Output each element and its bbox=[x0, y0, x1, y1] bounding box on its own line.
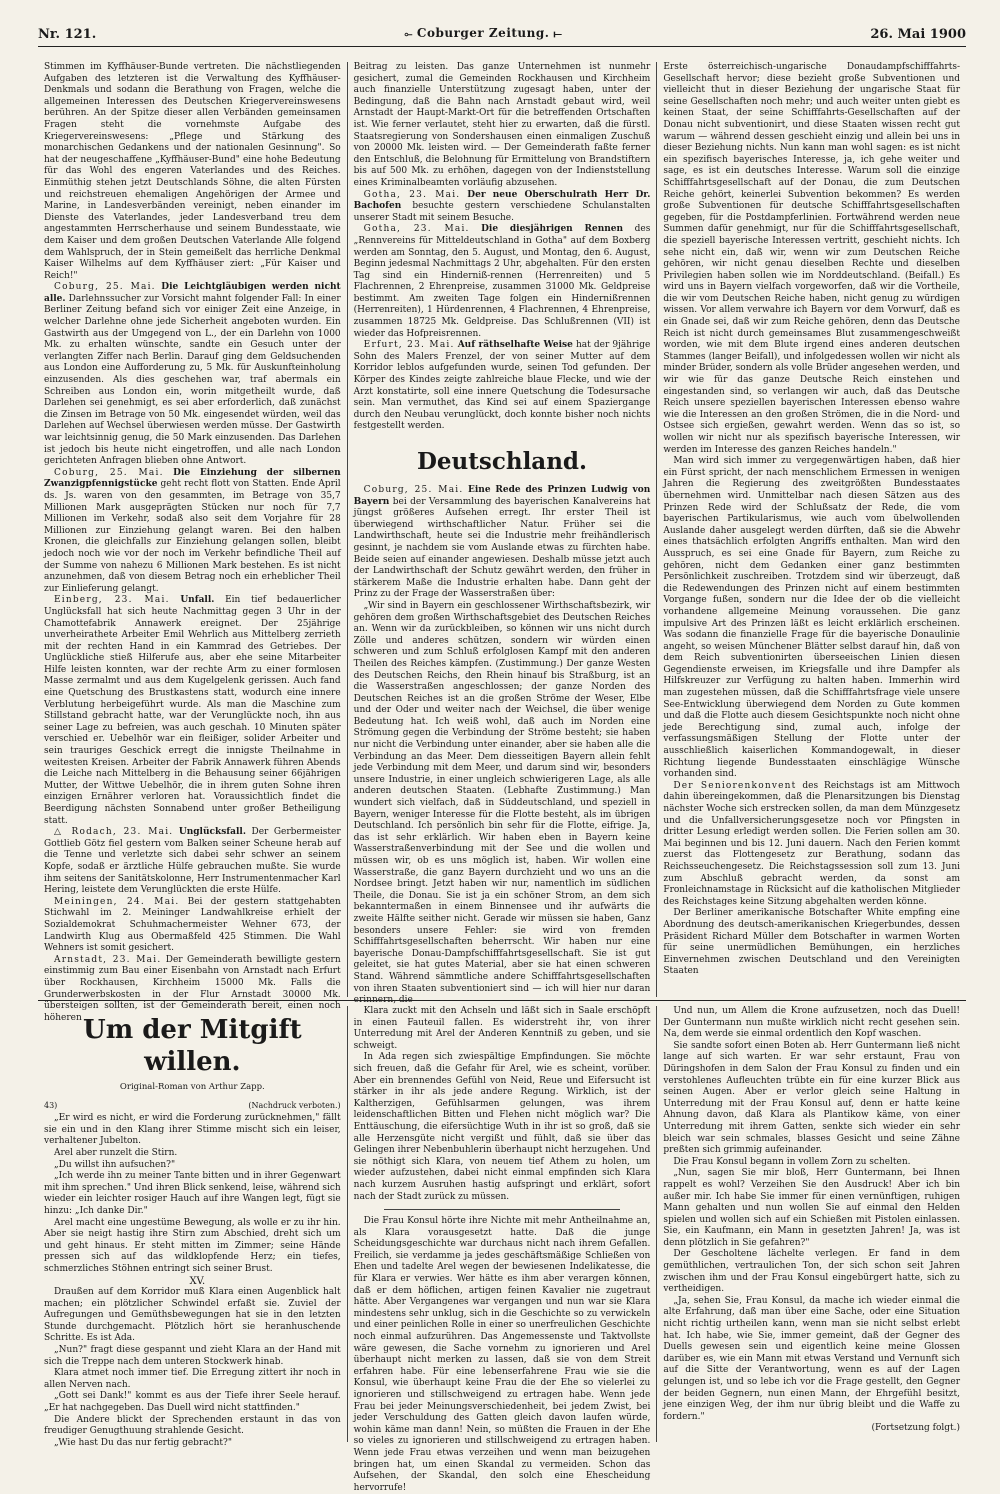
article-paragraph bbox=[354, 340, 651, 433]
article-paragraph bbox=[663, 908, 960, 978]
installment-number: 43) bbox=[44, 1100, 58, 1110]
article-paragraph bbox=[44, 1368, 341, 1391]
chapter-number: XV. bbox=[189, 1275, 206, 1287]
article-text: Die Frau Konsul hörte ihre Nichte mit mehr Antheilnahme an, als Klara vorausgesetzt hatte. Daß die junge Scheidungsgeschichte war durchaus nicht nach ihrem Gefallen. Freilich, sie verdamme ja jedes geschäftsmäßige Schließen von Ehen und tadelte Arel wegen der bewiesenen Indelikatesse, die für Klara er verwies. Wer hätte es ihm aber verargen können, daß er dem höflichen, artigen feinen Kavalier nie zugetraut hätte. Aber Vergangenes war vergangen und nun war sie Klara mindestens sehr unklug, sich in die Geschichte so zu verwickeln und einer peinlichen Rolle in einer so unerfreulichen Geschichte noch einmal aufzurühren. Das Angemessenste und Taktvollste wäre gewesen, die Sache vornehm zu ignorieren und Arel überhaupt nicht merken zu lassen, daß sie von dem Streit erfahren habe. Für eine lebenserfahrene Frau wie sie die Konsul, wie überhaupt keine Frau die der Ehe so vielerlei zu ignorieren und stillschweigend zu ertragen habe. Wenn jede Frau bei jeder Meinungsverschiedenheit, bei jedem Zwist, bei jeder Verschuldung des Gatten gleich davon laufen würde, wohin käme man dann! Nein, so müßten die Frauen in der Ehe so vieles zu ignorieren und stillschweigend zu ertragen haben. Wenn jede Frau etwas verzeihen und wenn man beizugehen bringen hat, um einen Skandal zu vermeiden. Schon das Aufsehen, der Skandal, den solch eine Ehescheidung hervorrufe! bbox=[353, 1216, 651, 1493]
feuilleton-column-3 bbox=[656, 1006, 966, 1442]
article-text: Klara zuckt mit den Achseln und läßt sich in Saale erschöpft in einen Fauteuil fallen. Es widerstreht ihr, von ihrer Unterredung mit Arel der Anderen Kenntniß zu geben, und sie schweigt. bbox=[353, 1006, 651, 1051]
scene-break bbox=[384, 1209, 621, 1210]
novel-text-3 bbox=[663, 1006, 960, 1423]
article-paragraph bbox=[663, 1006, 960, 1041]
article-text: Beitrag zu leisten. Das ganze Unternehmen ist nunmehr gesichert, zumal die Gemeinden Rockhausen und Kirchheim auch finanzielle Unterstützung zugesagt haben, unter der Bedingung, daß die Bahn nach Arnstadt gebaut wird, weil Arnstadt der Haupt-Markt-Ort für die betreffenden Ortschaften ist. Wie ferner verlautet, steht hier zu erwarten, daß die fürstl. Staatsregierung von Sondershausen einen einmaligen Zuschuß von 20000 Mk. leisten wird. — Der Gemeinderath faßte ferner den Entschluß, die Belohnung für Ermittelung von Brandstiftern bis auf 500 Mk. zu erhöhen, dagegen von der Indienststellung eines Kriminalbeamten vorläufig abzusehen. bbox=[353, 62, 651, 188]
ornament-left-icon: ⟜ bbox=[404, 29, 417, 41]
article-headline: Unfall. bbox=[180, 595, 215, 606]
article-headline: Der neue Oberschulrath Herr Dr. Bachofen bbox=[353, 189, 651, 212]
article-paragraph bbox=[663, 1296, 960, 1424]
article-text: „Er wird es nicht, er wird die Forderung zurücknehmen," fällt sie ein und in den Klang ihrer Stimme mischt sich ein leiser, verhaltener Jubelton. bbox=[44, 1113, 341, 1147]
article-text: „Du willst ihn aufsuchen?" bbox=[54, 1159, 176, 1170]
article-text: Der Gerbermeister Gottlieb Götz fiel gestern vom Balken seiner Scheune herab auf die Tenne und verletzte sich dabei sehr schwer an seinem Kopfe, sodaß er ärztliche Hülfe gebrauchen mußte. Sie wurde ihm seitens der Sanitätskolonne, Herr Instrumentenmacher Karl Hering, leistete dem Verunglückten die erste Hülfe. bbox=[44, 827, 341, 896]
continued-note: (Fortsetzung folgt.) bbox=[871, 1423, 961, 1434]
article-paragraph bbox=[663, 1249, 960, 1295]
article-headline: Eine Rede des Prinzen Ludwig von Bayern bbox=[353, 485, 651, 507]
article-text: Arel aber runzelt die Stirn. bbox=[54, 1147, 178, 1158]
article-text: Darlehnssucher zur Vorsicht mahnt folgender Fall: In einer Berliner Zeitung befand sich vor einiger Zeit eine Anzeige, in welcher Darlehne ohne jede Sicherheit angeboten wurden. Ein Gastwirth aus der Umgegend von L., der ein Darlehn von 1000 Mk. zu erhalten wünschte, sandte ein Gesuch unter der verlangten Ziffer nach Berlin. Darauf ging dem Geldsuchenden aus London eine Aufforderung zu, 5 Mk. für Auskunfteinholung einzusenden. Als dies geschehen war, traf abermals ein Schreiben aus London ein, worin mitgetheilt wurde, daß Darlehen sei genehmigt, es sei aber erforderlich, daß zunächst die Zinsen im Betrage von 50 Mk. eingesendet würden, weil das Darlehen auf Wechsel überwiesen werden müsse. Der Gastwirth war leichtsinnig genug, die 50 Mark einzusenden. Das Darlehen ist jedoch bis heute nicht eingetroffen, und alle nach London gerichteten Anfragen blieben ohne Antwort. bbox=[44, 293, 341, 467]
masthead bbox=[38, 10, 966, 47]
article-paragraph bbox=[44, 1113, 341, 1148]
article-headline: Unglücksfall. bbox=[178, 827, 246, 838]
news-column-3 bbox=[656, 62, 966, 997]
article-text: geht recht flott von Statten. Ende April ds. Js. waren von den gesammten, im Betrage von 35,7 Millionen Mark ausgeprägten Stücken nur noch für 7,7 Millionen im Verkehr, sodaß also seit dem Vorjahre für 28 Millionen zur Einziehung gelangt waren. Bei den halben Kronen, die gleichfalls zur Einziehung gelangen sollen, bleibt jedoch noch wie vor der noch im Verkehr befindliche Theil auf der Summe von nahezu 6 Millionen Mark bestehen. Es ist nicht anzunehmen, daß von diesem Betrag noch ein erheblicher Theil zur Einlieferung gelangt. bbox=[44, 479, 341, 594]
article-headline: Die Leichtgläubigen werden nicht alle. bbox=[44, 282, 341, 304]
article-headline: Die diesjährigen Rennen bbox=[481, 224, 624, 235]
feuilleton-column-1 bbox=[38, 1006, 347, 1448]
novel-text-1a bbox=[44, 1113, 341, 1275]
article-paragraph bbox=[44, 1287, 341, 1345]
feuilleton-column-2 bbox=[347, 1006, 657, 1493]
article-paragraph bbox=[663, 1157, 960, 1169]
dateline: Coburg, 25. Mai. bbox=[54, 282, 156, 293]
dateline: Coburg, 25. Mai. bbox=[363, 485, 464, 495]
paper-title bbox=[404, 28, 562, 46]
article-text: Man wird sich immer zu vergegenwärtigen haben, daß hier ein Fürst spricht, der nach menschlichem Ermessen in wenigen Jahren die Regierung des zweitgrößten Bundesstaates übernehmen wird. Unmittelbar nach diesen Sätzen aus des Prinzen Rede wird der Schlußsatz der Rede, die vom bayerischen Partikularismus, wie auch vom übelwollenden Auslande daher ausgelegt werden dürften, daß sie die Abwehr eines thatsächlich erfolgten Angriffs enthalten. Man wird den Ausspruch, es sei eine Gnade für Bayern, zum Reiche zu gehören, nicht dem Gedanken einer ganz bestimmten Persönlichkeit zuschreiben. Trotzdem sind wir überzeugt, daß die Redewendungen des Prinzen nicht auf einem bestimmten Vorgange fußen, sondern nur die Idee der ob die vielleicht vorhandene allgemeine Meinung voraussehen. Die ganz impulsive Art des Prinzen läßt es leicht erklärlich erscheinen. Was sodann die finanzielle Frage für die bayerische Donaulinie angeht, so weisen Münchener Blätter selbst darauf hin, daß von dem Reich subventionirten überseeischen Linien diesen Gegendienste erweisen, im Kriegsfalle und ihre Dampfer als Hilfskreuzer zur Verfügung zu halten haben. Immerhin wird man zugestehen müssen, daß die Schifffahrtsfrage viele unsere See-Entwicklung überwiegend dem Norden zu Gute kommen und daß die Flotte auch diesem Gesichtspunkte noch nicht ohne jede Berechtigung sind, zumal auch, infolge der verfassungsmäßigen Stellung der Flotte unter der ausschließlich kaiserlichen Kommandogewalt, in dieser Richtung liegende Bundesstaaten einschlägige Wünsche vorhanden sind. bbox=[663, 456, 961, 780]
paper-name: Coburger Zeitung. bbox=[416, 26, 550, 41]
article-text: Sie sandte sofort einen Boten ab. Herr Guntermann ließ nicht lange auf sich warten. Er war sehr erstaunt, Frau von Düringshofen in dem Salon der Frau Konsul zu finden und ein verstohlenes Aufleuchten trübte ein für eine kurzer Blick aus seinen Augen. Aber er verlor gleich seine Haltung in Unterredung mit der Frau Konsul auf, denn er hatte keine Ahnung davon, daß Klara als Plantikow käme, von einer Unterredung mit ihrem Gatten, senkte sich wieder ein sehr bleich war sein schmales, blasses Gesicht und seine Zähne preßten sich grimmig aufeinander. bbox=[663, 1040, 961, 1156]
reprint-notice: (Nachdruck verboten.) bbox=[248, 1100, 341, 1110]
article-text: bei der Versammlung des bayerischen Kanalvereins hat jüngst größeres Aufsehen erregt. Ihr erster Theil ist überwiegend wirthschaftlicher Natur. Früher sei die Landwirthschaft, heute sei die Industrie mehr freihändlerisch gesinnt, je nachdem sie vom Auslande etwas zu fürchten habe. Beide seien auf einander angewiesen. Deshalb müsse jetzt auch der Landwirthschaft der Schutz gewährt werden, den früher in stärkerem Maße die Industrie erhalten habe. Dann geht der Prinz zu der Frage der Wasserstraßen über: bbox=[353, 496, 651, 600]
article-paragraph bbox=[44, 1415, 341, 1438]
novel-text-2a bbox=[354, 1006, 651, 1203]
ornament-right-icon: ⟝ bbox=[549, 29, 563, 41]
article-text: Arel macht eine ungestüme Bewegung, als wolle er zu ihr hin. Aber sie neigt hastig ihre Stirn zum Abschied, dreht sich um und geht hinaus. Er steht mitten im Zimmer; seine Hände pressen sich auf das wildklopfende Herz; ein tiefes, schmerzliches Stöhnen entringt sich seiner Brust. bbox=[44, 1217, 341, 1274]
article-headline: Die Einziehung der silbernen Zwanzigpfennigstücke bbox=[44, 467, 341, 490]
article-text: Bei der gestern stattgehabten Stichwahl im 2. Meininger Landwahlkreise erhielt der Sozialdemokrat Schuhmachermeister Wehner 673, der Landwirth Klug aus Obermaßfeld 425 Stimmen. Die Wahl Wehners ist somit gesichert. bbox=[44, 896, 341, 954]
dateline: Gotha, 23. Mai. bbox=[363, 224, 470, 235]
novel-text-2b bbox=[354, 1216, 651, 1494]
feuilleton-section bbox=[38, 1006, 966, 1493]
dateline: Gotha, 23. Mai. bbox=[363, 189, 461, 200]
article-paragraph bbox=[663, 781, 960, 909]
article-text: Ein tief bedauerlicher Unglücksfall hat sich heute Nachmittag gegen 3 Uhr in der Chamottefabrik Annawerk ereignet. Der 25jährige unverheirathete Arbeiter Emil Wehrlich aus Mittelberg zerrieth mit der rechten Hand in ein Kammrad des Getriebes. Der Unglückliche stieß Hilferufe aus, aber ehe seine Mitarbeiter Hilfe leisten konnten, war der rechte Arm zu einer formlosen Masse zermalmt und aus dem Kugelgelenk gerissen. Auch fand eine Quetschung des Brustkastens statt, wodurch eine innere Verblutung herbeigeführt wurde. Als man die Maschine zum Stillstand gebracht hatte, war der Verunglückte noch, ihn aus seiner Lage zu befreien, was auch geschah. 10 Minuten später verschied er. Uebelhör war ein fleißiger, solider Arbeiter und sein trauriges Geschick erregt die innigste Theilnahme in weitesten Kreisen. Arbeiter der Fabrik Annawerk führen Abends die Leiche nach Mittelberg in die Behausung seiner 66jährigen Mutter, der Wittwe Uebelhör, die in ihrem guten Sohne ihren einzigen Ernährer verloren hat. Voraussichtlich findet die Beerdigung nächsten Sonnabend unter großer Betheiligung statt. bbox=[44, 595, 341, 826]
news-column-2 bbox=[347, 62, 657, 1006]
dateline: Coburg, 25. Mai. bbox=[54, 467, 164, 478]
issue-number: Nr. 121. bbox=[38, 27, 97, 43]
article-paragraph bbox=[44, 1171, 341, 1217]
article-text: „Nun?" fragt diese gespannt und zieht Klara an der Hand mit sich die Treppe nach dem unteren Stockwerk hinab. bbox=[44, 1345, 341, 1367]
article-paragraph bbox=[354, 601, 651, 1007]
article-text: Draußen auf dem Korridor muß Klara einen Augenblick halt machen; ein plötzlicher Schwindel erfaßt sie. Zuviel der Aufregungen und Gemüthsbewegungen hat sie in den letzten Stunde durchgemacht. Plötzlich hört sie heranhuschende Schritte. Es ist Ada. bbox=[44, 1287, 341, 1344]
article-paragraph bbox=[44, 827, 341, 897]
article-paragraph bbox=[44, 1148, 341, 1160]
dateline: Arnstadt, 23. Mai. bbox=[54, 954, 162, 965]
article-text: hat der 9jährige Sohn des Malers Frenzel, der von seiner Mutter auf dem Korridor leblos aufgefunden wurde, seinen Tod gefunden. Der Körper des Kindes zeigte zahlreiche blaue Flecke, und wie der Arzt konstatirte, soll eine innere Quetschung die Todesursache sein. Man vermuthet, das Kind sei auf einem Spaziergange durch den Neubau verunglückt, doch konnte bisher noch nichts festgestellt werden. bbox=[353, 340, 651, 432]
article-text: „Gott sei Dank!" kommt es aus der Tiefe ihrer Seele herauf. „Er hat nachgegeben. Das Duell wird nicht stattfinden." bbox=[44, 1391, 341, 1414]
article-text: besuchte gestern verschiedene Schulanstalten unserer Stadt mit seinem Besuche. bbox=[353, 201, 651, 223]
article-paragraph bbox=[44, 62, 341, 282]
novel-text-1b bbox=[44, 1287, 341, 1449]
article-paragraph bbox=[44, 1438, 341, 1450]
news-column-1 bbox=[38, 62, 347, 1023]
article-paragraph bbox=[44, 1345, 341, 1368]
article-text: „Wie hast Du das nur fertig gebracht?" bbox=[54, 1437, 233, 1448]
article-paragraph bbox=[663, 1168, 960, 1249]
dateline: Einberg, 23. Mai. bbox=[54, 595, 170, 606]
dateline: Erfurt, 23. Mai. bbox=[363, 340, 455, 351]
article-headline: Auf räthselhafte Weise bbox=[457, 340, 573, 351]
article-text: Stimmen im Kyffhäuser-Bunde vertreten. Die nächstliegenden Aufgaben des letzteren ist die Verwaltung des Kyffhäuser-Denkmals und sodann die Berathung von Fragen, welche die allgemeinen Interessen des Deutschen Kriegervereinswesens berühren. An der Spitze dieser allen Verbänden gemeinsamen Fragen steht die vornehmste Aufgabe des Kriegervereinswesens: „Pflege und Stärkung des monarchischen Gedankens und der nationalen Gesinnung". So hat der neugeschaffene „Kyffhäuser-Bund" eine hohe Bedeutung für das Wohl des engeren Vaterlandes und des Reiches. Einmüthig stehen jetzt Deutschlands Söhne, die alten Fürsten und reichstreuen ehemaligen Angehörigen der Armee und Marine, in Landesverbänden vereinigt, neben einander im Dienste des Vaterlandes, jeder Landesverband treu dem angestammten Herrscherhause und seinem Bundesstaate, wie dem Kaiser und dem großen Deutschen Vaterlande Alle folgend dem Wahlspruch, der in Stein gemeißelt das herrliche Denkmal Kaiser Wilhelms auf dem Kyffhäuser ziert: „Für Kaiser und Reich!" bbox=[44, 62, 341, 281]
article-text: Der Gemeinderath bewilligte gestern einstimmig zum Bau einer Eisenbahn von Arnstadt nach Erfurt über Rockhausen, Kirchheim 15000 Mk. Falls die Grunderwerbskosten in der Flur Arnstadt 30000 Mk. übersteigen sollten, ist der Gemeinderath bereit, einen noch höheren bbox=[44, 954, 341, 1023]
article-paragraph bbox=[663, 62, 960, 456]
feuilleton-divider bbox=[38, 1000, 966, 1001]
article-paragraph bbox=[354, 1006, 651, 1052]
article-paragraph bbox=[354, 1052, 651, 1203]
article-text: Die Andere blickt der Sprechenden erstaunt in das von freudiger Genugthuung strahlende Gesicht. bbox=[44, 1414, 341, 1437]
article-text: Klara atmet noch immer tief. Die Erregung zittert ihr noch in allen Nerven nach. bbox=[44, 1368, 341, 1390]
dateline: Meiningen, 24. Mai. bbox=[54, 896, 180, 907]
article-text: In Ada regen sich zwiespältige Empfindungen. Sie möchte sich freuen, daß die Gefahr für Arel, wie es scheint, vorüber. Aber ein brennendes Gefühl von Neid, Reue und Eifersucht ist stärker in ihr als jede andere Regung. Wirklich, ist der Kaltherzigen, Gefühlsarmen gelungen, was ihrem leidenschaftlichen Bitten und Flehen nicht möglich war? Die Enttäuschung, die eifersüchtige Wuth in ihr ist so groß, daß sie alle Herzensgüte nicht vergißt und fühlt, daß sie über das Gelingen ihrer Nebenbuhlerin überhaupt nicht herzugehen. Und sie nöthigt sich Klara, von neuem tief Athem zu holen, um wieder aufzustehen, dabei nicht einmal empfinden sich Klara nach kurzem Ausruhen hastig aufspringt und erklärt, sofort nach der Stadt zurück zu müssen. bbox=[353, 1052, 651, 1202]
article-paragraph bbox=[44, 282, 341, 468]
article-paragraph bbox=[354, 190, 651, 225]
article-text: des „Rennvereins für Mitteldeutschland in Gotha" auf dem Boxberg werden am Sonntag, den 5. August, und Montag, den 6. August, Beginn jedesmal Nachmittags 2 Uhr, abgehalten. Für den ersten Tag sind ein Hinderniß-rennen (Herrenreiten) und 5 Flachrennen, 2 Ehrenpreise, zusammen 31000 Mk. Geldpreise bestimmt. Am zweiten Tage folgen ein Hindernißrennen (Herrenreiten), 1 Hürdenrennen, 4 Flachrennen, 4 Ehrenpreise, zusammen 18725 Mk. Geldpreise. Das Schlußrennen (VII) ist wieder das Hofpreisrennen. bbox=[353, 224, 651, 339]
article-paragraph bbox=[354, 62, 651, 190]
article-text: Erste österreichisch-ungarische Donaudampfschifffahrts-Gesellschaft hervor; diese bezieht große Subventionen und vielleicht thut in dieser Beziehung der ungarische Staat für seine Gesellschaften noch mehr; und auch weiter unten giebt es keinen Staat, der seine Schifffahrts-Gesellschaften auf der Donau nicht subventionirt, und diese Staaten wissen recht gut warum — während dessen geschieht einzig und allein bei uns in dieser Beziehung nichts. Nun kann man wohl sagen: es ist nicht ein spezifisch bayerisches Interesse, ja, ich gehe weiter und sage, es ist ein deutsches Interesse. Warum soll die einzige Schifffahrtsgesellschaft auf der Donau, die zum Deutschen Reiche gehört, keinerlei Subvention bekommen? Es werden große Subventionen für deutsche Schifffahrtsgesellschaften gegeben, für die Postdampferlinien. Fortwährend werden neue Summen dafür genehmigt, nur für die Schifffahrtsgesellschaft, die speziell bayerische Interessen vertritt, geschieht nichts. Ich sehe nicht ein, daß wir, wenn wir zum Deutschen Reiche gehören, wir nicht genau dieselben Rechte und dieselben Privilegien haben sollen wie im Norddeutschland. (Beifall.) Es wird uns in Bayern vielfach vorgeworfen, daß wir die Vortheile, die wir vom Deutschen Reiche haben, nicht genug zu würdigen wissen. Vor allem verwahre ich Bayern vor dem Vorwurf, daß es ein Gnade sei, daß wir zum Reiche gehören, denn das Deutsche Reich ist nicht durch gemeinsames Blut zusammengeschweißt worden, wie mit dem Blute irgend eines anderen deutschen Stammes (langer Beifall), und infolgedessen wollen wir nicht als minder Brüder, sondern als volle Brüder angesehen werden, und wir wie für das ganze Deutsche Reich einstehen und eingestanden sind, so verlangen wir auch, daß das Deutsche Reich unsere speziellen bayerischen Interessen ebenso wahre wie die Interessen an den großen Strömen, die in die Nord- und Ostsee sich ergießen, gewahrt werden. Wenn das so ist, so wollen wir nicht nur als spezifisch bayerische Interessen, wir werden im Interesse des ganzen Reiches handeln." bbox=[663, 62, 961, 455]
article-text: Und nun, um Allem die Krone aufzusetzen, noch das Duell! Der Guntermann nun mußte wirklich nicht recht gesehen sein. Na, dem werde sie einmal ordentlich den Kopf waschen. bbox=[663, 1006, 961, 1040]
article-text: „Wir sind in Bayern ein geschlossener Wirthschaftsbezirk, wir gehören dem großen Wirthschaftsgebiet des Deutschen Reiches an. Wenn wir da zurückbleiben, so können wir uns nicht durch Zölle und anderes schützen, sondern wir würden einen schweren und zum Schluß erfolglosen Kampf mit den anderen Theilen des Reiches kämpfen. (Zustimmung.) Der ganze Westen des Deutschen Reichs, den Rhein hinauf bis Straßburg, ist an die Wasserstraßen angeschlossen; der ganze Norden des Deutschen Reiches ist an die großen Ströme der Weser, Elbe und der Oder und weiter nach der Weichsel, die über wenige Bedeutung hat. Ich weiß wohl, daß auch im Norden eine Strömung gegen die Verbindung der Ströme besteht; sie haben nur nicht die Verbindung unter einander, aber sie haben alle die Verbindung an das Meer. Dem diesseitigen Bayern allein fehlt jede Verbindung mit dem Meer, und darum sind wir, besonders unsere Industrie, in einer ungleich schwierigeren Lage, als alle anderen deutschen Staaten. (Lebhafte Zustimmung.) Man wundert sich vielfach, daß in Süddeutschland, und speziell in Bayern, weniger Interesse für die Flotte besteht, als im übrigen Deutschland. Ich persönlich bin sehr für die Flotte, eifrige. Ja, das ist sehr erklärlich. Wir haben eben in Bayern keine Wasserstraßenverbindung mit der See und die wollen und müssen wir, ob es uns möglich ist, haben. Wir wollen eine Wasserstraße, die ganz Bayern durchzieht und wo uns an die Nordsee bringt. Jetzt haben wir nur, namentlich im südlichen Theile, die Donau. Sie ist ja ein schöner Strom, an dem sich bekanntermaßen in einem Binnensee und ihr aufwärts die zweite Hälfte seither nicht. Gerade wir müssen sie haben, Ganz besonders unsere Fehler: sie wird von fremden Schifffahrtsgesellschaften beherrscht. Wir haben nur eine bayerische Donau-Dampfschifffahrtsgesellschaft. Sie ist gut geleitet, sie hat gutes Material, aber sie hat einen schweren Stand. Während sämmtliche andere Schifffahrtsgesellschaften von ihren Staaten subventioniert sind — ich will hier nur daran erinnern, die bbox=[353, 600, 651, 1006]
article-paragraph bbox=[663, 456, 960, 781]
article-paragraph bbox=[44, 897, 341, 955]
novel-meta bbox=[44, 1100, 341, 1112]
article-paragraph bbox=[354, 1216, 651, 1494]
article-text: Die Frau Konsul begann in vollem Zorn zu schelten. bbox=[673, 1156, 911, 1167]
article-paragraph bbox=[44, 1160, 341, 1172]
article-paragraph bbox=[663, 1041, 960, 1157]
article-text: „Ja, sehen Sie, Frau Konsul, da mache ich wieder einmal die alte Erfahrung, daß man über eine Sache, oder eine Situation nicht richtig urtheilen kann, wenn man sie nicht selbst erlebt hat. Ich habe, wie Sie, immer gemeint, daß der Gegner des Duells gewesen sein und eigentlich keine meine Glossen darüber es, wie ein Mann mit etwas Verstand und Vernunft sich auf die Sitte der Verantwortung, wenn es auf der Lagen gelungen ist, und so lebe ich vor die Frage gestellt, den Gegner der beiden Gegnern, nun einen Mann, der Ehrgefühl besitzt, jene einzigen Weg, der ihm nur übrig bleibt und die Waffe zu fordern." bbox=[663, 1295, 961, 1422]
article-paragraph bbox=[354, 224, 651, 340]
article-paragraph bbox=[354, 485, 651, 601]
article-text: Der Gescholtene lächelte verlegen. Er fand in dem gemüthlichen, vertraulichen Ton, der sich schon seit Jahren zwischen ihm und der Frau Konsul eingebürgert hatte, sich zu vertheidigen. bbox=[663, 1249, 961, 1295]
article-text: Der Berliner amerikanische Botschafter White empfing eine Abordnung des deutsch-amerikanischen Kriegerbundes, dessen Präsident Richard Müller dem Botschafter in warmen Worten für seine unermüdlichen Bemühungen, ein herzliches Einvernehmen zwischen Deutschland und den Vereinigten Staaten bbox=[663, 908, 961, 977]
article-text: „Nun, sagen Sie mir bloß, Herr Guntermann, bei Ihnen rappelt es wohl? Verzeihen Sie den Ausdruck! Aber ich bin außer mir. Ich habe Sie immer für einen vernünftigen, ruhigen Mann gehalten und nun wollen Sie auf einmal den Helden spielen und wollen sich auf ein Schießen mit Pistolen einlassen. Sie, ein Kaufmann, ein Mann in gesetzten Jahren! Ja, was ist denn plötzlich in Sie gefahren?" bbox=[663, 1168, 961, 1248]
article-text: „Ich werde ihn zu meiner Tante bitten und in ihrer Gegenwart mit ihm sprechen." Und ihren Blick senkend, leise, während sich wieder ein leichter rosiger Hauch auf ihre Wangen legt, fügt sie hinzu: „Ich danke Dir." bbox=[44, 1171, 341, 1216]
novel-title: Um der Mitgift willen. bbox=[83, 1015, 302, 1077]
issue-date: 26. Mai 1900 bbox=[870, 27, 966, 43]
section-heading: Deutschland. bbox=[416, 448, 588, 475]
article-text: des Reichstags ist am Mittwoch dahin übereingekommen, daß die Plenarsitzungen bis Dienstag nächster Woche sich erstrecken sollen, da man dem Münzgesetz und die Unfallversicherungsgesetze noch vor Pfingsten in dritter Lesung erledigt werden sollen. Die Ferien sollen am 30. Mai beginnen und bis 12. Juni dauern. Nach den Ferien kommt zuerst das Flottengesetz zur Berathung, sodann das Reichsseuchengesetz. Die Reichstagssession soll zum 13. Juni zum Abschluß gebracht werden, da sonst am Fronleichnamstage in Rücksicht auf die katholischen Mitglieder des Reichstages keine Sitzung abgehalten werden könne. bbox=[663, 780, 961, 907]
dateline: Der Seniorenkonvent bbox=[673, 780, 797, 791]
dateline: △ Rodach, 23. Mai. bbox=[54, 827, 174, 838]
novel-subtitle: Original-Roman von Arthur Zapp. bbox=[119, 1082, 265, 1092]
article-paragraph bbox=[44, 1218, 341, 1276]
article-paragraph bbox=[44, 468, 341, 596]
article-paragraph bbox=[44, 1391, 341, 1414]
article-paragraph bbox=[44, 595, 341, 827]
